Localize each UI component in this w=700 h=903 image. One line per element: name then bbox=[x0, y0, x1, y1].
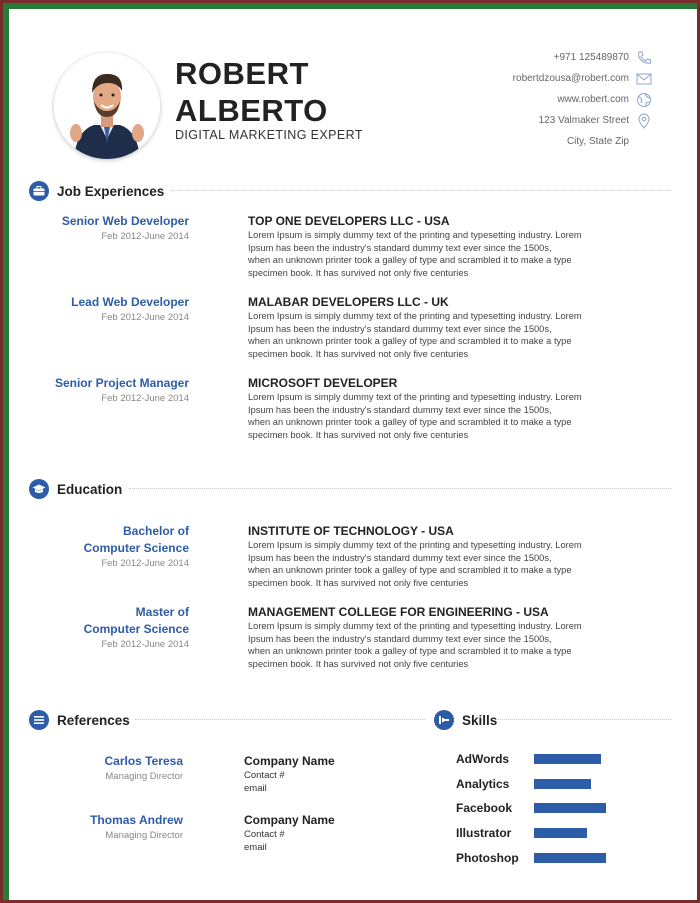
reference-company: Company Name bbox=[244, 813, 335, 827]
divider bbox=[171, 190, 671, 191]
skill-name: Illustrator bbox=[456, 826, 512, 840]
skills-heading bbox=[434, 710, 497, 730]
desc-line: when an unknown printer took a galley of type and scrambled it to make a type bbox=[248, 565, 572, 576]
skill-row bbox=[456, 750, 601, 768]
degree-line: Master of bbox=[135, 605, 189, 619]
desc-line: Ipsum has been the industry's standard dummy text ever since the 1500s, bbox=[248, 404, 552, 415]
job-role: Senior Project Manager bbox=[54, 376, 189, 390]
education-date: Feb 2012-June 2014 bbox=[101, 558, 189, 569]
education-description bbox=[248, 539, 608, 589]
references-heading bbox=[29, 710, 130, 730]
last-name: ALBERTO bbox=[175, 93, 328, 128]
reference-role: Managing Director bbox=[105, 830, 183, 841]
globe-icon bbox=[635, 92, 653, 108]
phone-row bbox=[513, 47, 653, 68]
education-title: Education bbox=[57, 481, 123, 497]
job-role: Senior Web Developer bbox=[61, 214, 189, 228]
education-heading bbox=[29, 479, 122, 499]
street-row bbox=[513, 110, 653, 131]
contact-block bbox=[513, 47, 653, 152]
person-illustration bbox=[54, 53, 160, 159]
degree-line: Bachelor of bbox=[122, 524, 189, 538]
job-entry bbox=[9, 213, 697, 287]
skill-level-bar bbox=[534, 828, 587, 838]
reference-contact: Contact # bbox=[244, 770, 285, 781]
job-role: Lead Web Developer bbox=[71, 295, 189, 309]
job-entry bbox=[9, 294, 697, 368]
job-company: MICROSOFT DEVELOPER bbox=[248, 376, 398, 390]
skill-name: Facebook bbox=[456, 801, 513, 815]
education-entry bbox=[9, 523, 697, 597]
job-company: MALABAR DEVELOPERS LLC - UK bbox=[248, 295, 449, 309]
email-row bbox=[513, 68, 653, 89]
first-name: ROBERT bbox=[175, 56, 309, 91]
divider bbox=[129, 488, 671, 489]
job-date: Feb 2012-June 2014 bbox=[101, 312, 189, 323]
phone-icon bbox=[635, 50, 653, 66]
sliders-icon bbox=[434, 710, 454, 730]
desc-line: Lorem Ipsum is simply dummy text of the printing and typesetting industry. Lorem bbox=[248, 621, 582, 631]
education-description bbox=[248, 620, 608, 670]
skill-level-bar bbox=[534, 754, 601, 764]
skill-row bbox=[456, 799, 606, 817]
desc-line: Ipsum has been the industry's standard dummy text ever since the 1500s, bbox=[248, 552, 552, 563]
reference-entry bbox=[9, 812, 429, 862]
education-entry bbox=[9, 604, 697, 678]
desc-line: specimen book. It has survived not only five centuries bbox=[248, 658, 469, 669]
skill-name: Analytics bbox=[456, 777, 510, 791]
reference-entry bbox=[9, 753, 429, 803]
reference-role: Managing Director bbox=[105, 771, 183, 782]
briefcase-icon bbox=[29, 181, 49, 201]
skill-row bbox=[456, 849, 606, 867]
divider bbox=[135, 719, 425, 720]
resume-sheet bbox=[9, 9, 697, 900]
job-experiences-heading bbox=[29, 181, 164, 201]
degree-line: Computer Science bbox=[83, 622, 189, 636]
desc-line: Lorem Ipsum is simply dummy text of the printing and typesetting industry. Lorem bbox=[248, 540, 582, 550]
skill-level-bar bbox=[534, 803, 606, 813]
website-text: www.robert.com bbox=[557, 94, 629, 105]
desc-line: Ipsum has been the industry's standard dummy text ever since the 1500s, bbox=[248, 242, 552, 253]
references-title: References bbox=[57, 712, 130, 728]
skill-name: AdWords bbox=[456, 752, 510, 766]
desc-line: Ipsum has been the industry's standard dummy text ever since the 1500s, bbox=[248, 323, 552, 334]
job-company: TOP ONE DEVELOPERS LLC - USA bbox=[248, 214, 450, 228]
reference-company: Company Name bbox=[244, 754, 335, 768]
street-text: 123 Valmaker Street bbox=[538, 115, 629, 126]
skill-level-bar bbox=[534, 779, 591, 789]
job-date: Feb 2012-June 2014 bbox=[101, 231, 189, 242]
degree-line: Computer Science bbox=[83, 541, 189, 555]
city-text: City, State Zip bbox=[566, 136, 629, 147]
desc-line: Ipsum has been the industry's standard dummy text ever since the 1500s, bbox=[248, 633, 552, 644]
skill-row bbox=[456, 775, 591, 793]
desc-line: when an unknown printer took a galley of type and scrambled it to make a type bbox=[248, 646, 572, 657]
school-name: INSTITUTE OF TECHNOLOGY - USA bbox=[248, 524, 454, 538]
school-name: MANAGEMENT COLLEGE FOR ENGINEERING - USA bbox=[248, 605, 549, 619]
profile-photo bbox=[54, 53, 160, 159]
education-date: Feb 2012-June 2014 bbox=[101, 639, 189, 650]
desc-line: Lorem Ipsum is simply dummy text of the printing and typesetting industry. Lorem bbox=[248, 230, 582, 240]
reference-email: email bbox=[244, 783, 267, 794]
envelope-icon bbox=[635, 71, 653, 87]
list-icon bbox=[29, 710, 49, 730]
candidate-name bbox=[175, 55, 328, 129]
desc-line: when an unknown printer took a galley of type and scrambled it to make a type bbox=[248, 417, 572, 428]
reference-email: email bbox=[244, 842, 267, 853]
reference-name: Thomas Andrew bbox=[90, 813, 183, 827]
desc-line: when an unknown printer took a galley of type and scrambled it to make a type bbox=[248, 255, 572, 266]
skill-row bbox=[456, 824, 587, 842]
skills-title: Skills bbox=[462, 712, 498, 728]
desc-line: specimen book. It has survived not only five centuries bbox=[248, 348, 469, 359]
skill-name: Photoshop bbox=[456, 851, 519, 865]
job-description bbox=[248, 310, 608, 360]
job-description bbox=[248, 229, 608, 279]
phone-text: +971 125489870 bbox=[553, 52, 629, 63]
desc-line: specimen book. It has survived not only five centuries bbox=[248, 577, 469, 588]
job-description bbox=[248, 391, 608, 441]
desc-line: when an unknown printer took a galley of type and scrambled it to make a type bbox=[248, 336, 572, 347]
job-entry bbox=[9, 375, 697, 449]
job-title: DIGITAL MARKETING EXPERT bbox=[175, 128, 363, 142]
desc-line: Lorem Ipsum is simply dummy text of the printing and typesetting industry. Lorem bbox=[248, 311, 582, 321]
reference-contact: Contact # bbox=[244, 829, 285, 840]
website-row bbox=[513, 89, 653, 110]
skill-level-bar bbox=[534, 853, 606, 863]
desc-line: specimen book. It has survived not only five centuries bbox=[248, 429, 469, 440]
job-experiences-title: Job Experiences bbox=[57, 183, 165, 199]
map-pin-icon bbox=[635, 113, 653, 129]
city-row bbox=[513, 131, 653, 152]
graduation-cap-icon bbox=[29, 479, 49, 499]
email-text: robertdzousa@robert.com bbox=[512, 73, 629, 84]
divider bbox=[496, 719, 671, 720]
desc-line: specimen book. It has survived not only five centuries bbox=[248, 267, 469, 278]
reference-name: Carlos Teresa bbox=[104, 754, 183, 768]
job-date: Feb 2012-June 2014 bbox=[101, 393, 189, 404]
desc-line: Lorem Ipsum is simply dummy text of the printing and typesetting industry. Lorem bbox=[248, 392, 582, 402]
